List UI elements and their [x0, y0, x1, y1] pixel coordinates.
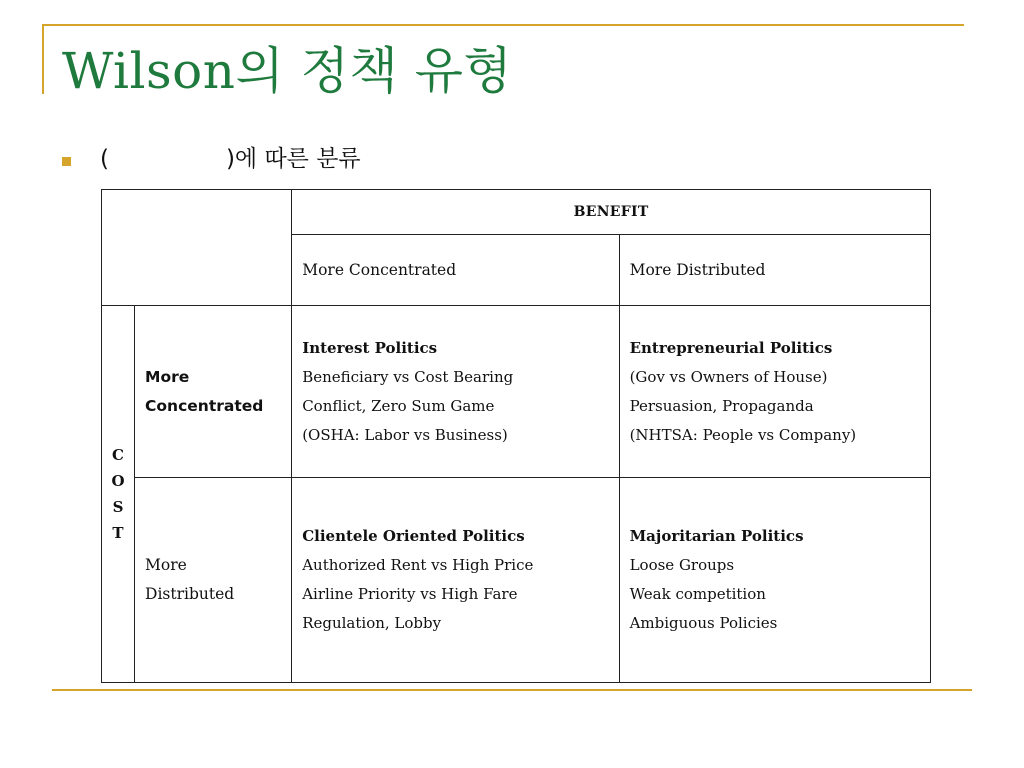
cell-title: Clientele Oriented Politics	[302, 527, 525, 545]
cell-line: Persuasion, Propaganda	[629, 396, 814, 415]
slide-subtitle: ( )에 따른 분류	[100, 146, 361, 172]
cell-line: Beneficiary vs Cost Bearing	[302, 367, 514, 386]
cell-line: Weak competition	[629, 585, 766, 603]
wilson-policy-matrix	[101, 189, 931, 683]
cost-vertical-label	[102, 306, 135, 683]
cell-line: Conflict, Zero Sum Game	[302, 396, 495, 415]
entrepreneurial-politics-cell	[619, 306, 930, 478]
cell-line: (Gov vs Owners of House)	[629, 367, 828, 386]
cell-line: Ambiguous Policies	[629, 614, 778, 632]
cost-letter: O	[111, 472, 125, 490]
cell-line: (NHTSA: People vs Company)	[629, 425, 857, 444]
cell-line: Loose Groups	[629, 556, 735, 574]
cost-letter: T	[112, 524, 124, 542]
cell-line: Airline Priority vs High Fare	[302, 585, 518, 603]
benefit-distributed-header: More Distributed	[619, 235, 930, 306]
slide-title: Wilson의 정책 유형	[62, 42, 513, 100]
majoritarian-politics-cell	[619, 478, 930, 683]
square-bullet-icon	[62, 157, 71, 166]
cost-distributed-label: More Distributed	[135, 478, 292, 683]
empty-corner-cell	[102, 190, 292, 306]
cell-title: Entrepreneurial Politics	[629, 338, 833, 357]
bottom-decor-line	[52, 689, 972, 691]
benefit-concentrated-header: More Concentrated	[292, 235, 619, 306]
cost-letter: C	[112, 446, 124, 464]
left-decor-line	[42, 24, 44, 94]
cell-title: Interest Politics	[302, 338, 438, 357]
cell-line: (OSHA: Labor vs Business)	[302, 425, 508, 444]
cost-concentrated-label: More Concentrated	[135, 306, 292, 478]
cell-line: Authorized Rent vs High Price	[302, 556, 534, 574]
cell-line: Regulation, Lobby	[302, 614, 442, 632]
interest-politics-cell	[292, 306, 619, 478]
benefit-header: BENEFIT	[292, 190, 931, 235]
top-decor-line	[42, 24, 964, 26]
cost-letter: S	[112, 498, 124, 516]
clientele-politics-cell	[292, 478, 619, 683]
cell-title: Majoritarian Politics	[629, 527, 804, 545]
